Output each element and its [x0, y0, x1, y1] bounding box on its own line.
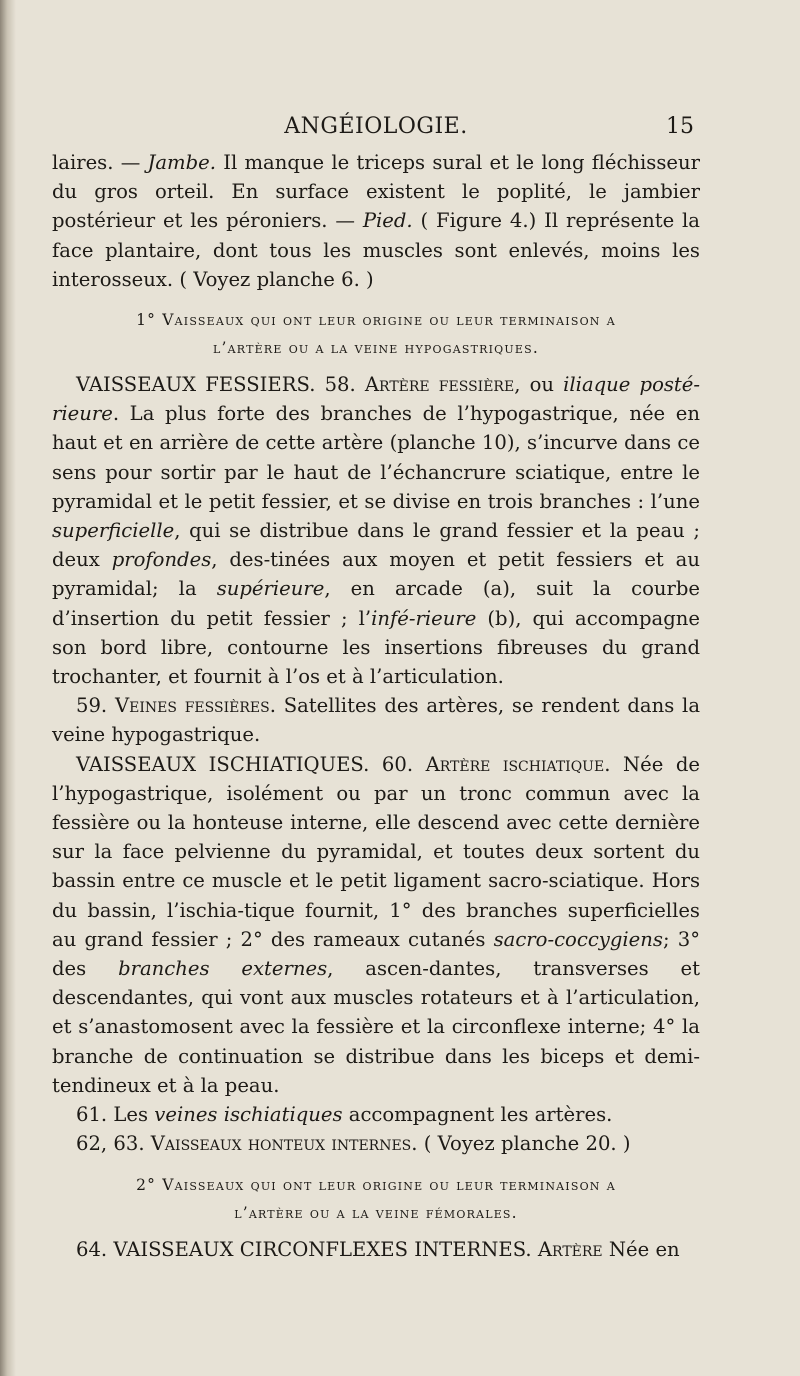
italic-term: iliaque posté-rieure: [52, 373, 701, 426]
text-run: , en arcade (a), suit la courbe d’insertion du petit fessier ; l’: [52, 577, 700, 630]
page-number: 15: [666, 114, 694, 139]
text-run: , ou: [514, 373, 564, 397]
section-heading-hypogastriques: [62, 306, 690, 362]
running-head: [52, 112, 700, 146]
text-run: , qui se distribue dans le grand fessier et la peau ; deux: [52, 519, 700, 572]
section-heading-line: l’artère ou a la veine hypogastriques.: [213, 339, 539, 358]
italic-term: superficielle: [52, 519, 175, 543]
text-run: . Née de l’hypogastrique, isolément ou par un tronc commun avec la fessière ou la honteuse interne, elle descend avec cette dernière sur la face pelvienne du pyramidal, et toutes deux sortent du bassin entre ce muscle et le petit ligament sacro-sciatique. Hors du bassin, l’ischia-tique fournit, 1° des branches superficielles au grand fessier ; 2° des rameaux cutanés: [52, 752, 700, 951]
text-run: accompagnent les artères.: [342, 1103, 613, 1127]
smallcaps-term: Vaisseaux honteux internes: [150, 1132, 412, 1156]
page-title: ANGÉIOLOGIE.: [284, 114, 468, 139]
text-run: VAISSEAUX ISCHIATIQUES. 60.: [76, 752, 426, 776]
italic-term: supérieure: [216, 577, 325, 601]
text-run: . Satellites des artères, se rendent dans la veine hypogastrique.: [52, 694, 701, 747]
paragraph-veines-fessieres: [52, 691, 700, 749]
italic-term: sacro-coccygiens: [493, 927, 663, 951]
smallcaps-term: Artère: [537, 1237, 603, 1261]
section-heading-line: 2° Vaisseaux qui ont leur origine ou leur terminaison a: [136, 1175, 616, 1194]
text-run: . ( Voyez planche 20. ): [411, 1132, 631, 1156]
italic-term: veines ischiatiques: [154, 1103, 343, 1127]
smallcaps-term: Veines fessières: [114, 694, 270, 718]
section-heading-line: l’artère ou a la veine fémorales.: [234, 1203, 518, 1222]
text-run: ; 3° des: [52, 927, 700, 981]
text-run: Née en: [602, 1237, 680, 1261]
italic-term-pied: Pied.: [362, 209, 413, 233]
text-run: Il manque le triceps sural et le long fléchisseur du gros orteil. En surface existent le poplité, le jambier postérieur et les péroniers. —: [52, 151, 700, 233]
text-run: . La plus forte des branches de l’hypogastrique, née en haut et en arrière de cette artère (planche 10), s’incurve dans ce sens pour sortir par le haut de l’échancrure sciatique, entre le pyramidal et le petit fessier, et se divise en trois branches : l’une: [52, 402, 700, 513]
italic-term: profondes: [111, 548, 212, 572]
italic-term-jambe: Jambe.: [147, 151, 216, 174]
text-run: 64. VAISSEAUX CIRCONFLEXES INTERNES.: [76, 1237, 538, 1261]
text-run: 62, 63.: [76, 1132, 151, 1156]
paragraph-circonflexes-internes: [52, 1235, 700, 1264]
smallcaps-term: Artère ischiatique: [425, 752, 605, 776]
book-page: [52, 112, 700, 1264]
paragraph-jambe-pied: [52, 148, 700, 294]
paragraph-vaisseaux-fessiers: [52, 370, 700, 691]
text-run: 59.: [76, 694, 115, 718]
paragraph-vaisseaux-ischiatiques: [52, 750, 700, 1100]
text-run: 61. Les: [76, 1103, 155, 1127]
text-run: ( Figure 4.) Il représente la face plantaire, dont tous les muscles sont enlevés, moins les interosseux. ( Voyez planche 6. ): [52, 209, 700, 291]
text-run: , ascen-dantes, transverses et descendantes, qui vont aux muscles rotateurs et à l’articulation, et s’anastomosent avec la fessière et la circonflexe interne; 4° la branche de continuation se distribue dans les biceps et demi-tendineux et à la peau.: [52, 957, 700, 1097]
italic-term: infé-rieure: [371, 606, 477, 630]
paragraph-vaisseaux-honteux: [52, 1129, 700, 1158]
text-run: , des-tinées aux moyen et petit fessiers et au pyramidal; la: [52, 548, 700, 601]
italic-term: branches externes: [118, 957, 328, 981]
smallcaps-term: Artère fessière: [364, 373, 515, 397]
page-edge-shadow: [0, 0, 16, 1376]
text-run: laires. —: [52, 151, 148, 174]
paragraph-veines-ischiatiques: [52, 1100, 700, 1129]
section-heading-line: 1° Vaisseaux qui ont leur origine ou leur terminaison a: [136, 311, 616, 330]
section-heading-femorales: [62, 1171, 690, 1227]
text-run: VAISSEAUX FESSIERS. 58.: [76, 373, 365, 397]
text-run: (b), qui accompagne son bord libre, contourne les insertions fibreuses du grand trochanter, et fournit à l’os et à l’articulation.: [52, 606, 700, 689]
